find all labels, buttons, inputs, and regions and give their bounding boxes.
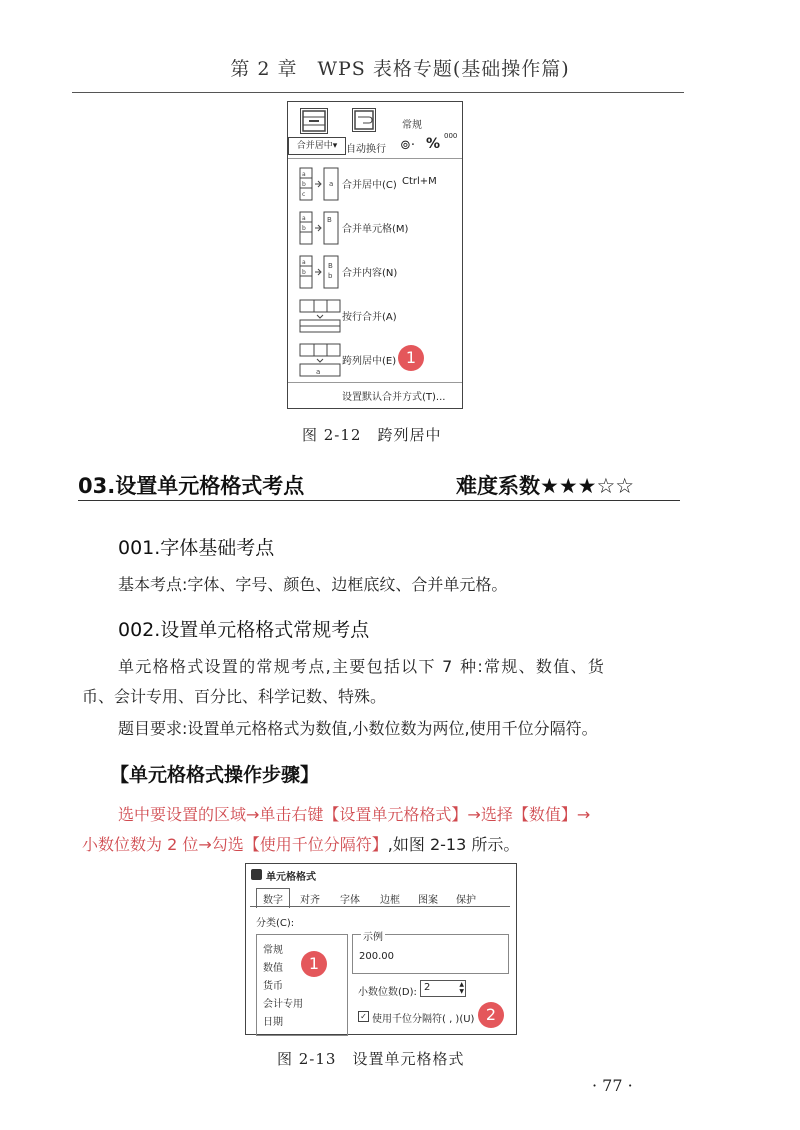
svg-text:a: a [302,259,306,266]
merge-center-icon[interactable] [300,108,328,134]
menu-item-merge-content[interactable] [288,252,462,292]
steps-line2-black: ,如图 2-13 所示。 [387,835,520,854]
number-format-label[interactable]: 常规 [402,120,422,131]
svg-text:B: B [328,262,333,270]
category-label: 分类(C): [256,918,295,929]
menu-item-label: 合并居中(C) [342,180,397,191]
steps-line2-red: 小数位数为 2 位→勾选【使用千位分隔符】 [82,835,388,854]
menu-item-shortcut: Ctrl+M [402,176,437,187]
page-number: · 77 · [592,1076,633,1095]
svg-text:B: B [327,216,332,224]
list-item[interactable]: 常规 [263,945,283,956]
sample-group [352,934,509,974]
decimal-stepper-icon[interactable]: ▲ ▼ [459,981,464,995]
list-item[interactable]: 数值 [263,963,283,974]
merge-center-button[interactable]: 合并居中▾ [288,137,346,155]
svg-text:b: b [302,225,306,232]
tab-protection[interactable]: 保护 [456,895,476,906]
sample-value: 200.00 [359,951,394,962]
menu-item-merge-cells[interactable] [288,208,462,248]
sample-label: 示例 [361,928,385,943]
sub2-body-line2: 币、会计专用、百分比、科学记数、特殊。 [82,687,387,706]
menu-item-merge-by-row[interactable] [288,296,462,336]
category-list[interactable] [256,934,348,1036]
svg-text:a: a [302,215,306,222]
list-item[interactable]: 货币 [263,981,283,992]
tab-baseline [250,906,510,907]
menu-item-label: 合并单元格(M) [342,224,409,235]
step-badge-1: 1 [301,951,327,977]
figure-2-12-caption: 图 2-12 跨列居中 [302,426,442,444]
difficulty-label: 难度系数 [456,474,540,498]
tab-alignment[interactable]: 对齐 [300,895,320,906]
list-item[interactable]: 日期 [263,1017,283,1028]
section-title: 03.设置单元格格式考点 [78,474,305,498]
subheading-002: 002.设置单元格格式常规考点 [118,619,370,641]
step-badge-1: 1 [398,345,424,371]
steps-line1: 选中要设置的区域→单击右键【设置单元格格式】→选择【数值】→ [118,805,591,824]
svg-text:a: a [302,171,306,178]
step-badge-2: 2 [478,1002,504,1028]
currency-icon[interactable]: ⊚· [400,138,416,153]
menu-item-label: 跨列居中(E) [342,356,397,367]
svg-text:a: a [329,180,334,188]
svg-text:b: b [302,269,306,276]
percent-button[interactable]: % [426,136,441,152]
subheading-001: 001.字体基础考点 [118,537,275,559]
merge-content-item-icon [298,254,342,290]
merge-center-item-icon [298,166,342,202]
figure-2-13-caption: 图 2-13 设置单元格格式 [277,1050,465,1068]
svg-text:b: b [328,272,333,280]
list-item[interactable]: 会计专用 [263,999,303,1010]
thousands-separator-checkbox[interactable]: ✓ [358,1011,369,1022]
tab-pattern[interactable]: 图案 [418,895,438,906]
steps-line2 [82,830,519,860]
menu-item-label: 合并内容(N) [342,268,398,279]
dialog-title: 单元格格式 [266,872,316,883]
sub2-body-line1: 单元格格式设置的常规考点,主要包括以下 7 种:常规、数值、货 [118,657,606,676]
merge-menu-figure [287,101,463,409]
wrap-text-button[interactable]: 自动换行 [346,144,386,155]
dialog-app-icon [251,869,262,880]
steps-heading: 【单元格格式操作步骤】 [110,764,320,786]
tab-font[interactable]: 字体 [340,895,360,906]
menu-item-label: 按行合并(A) [342,312,397,323]
svg-text:a: a [316,368,321,376]
menu-separator [288,382,462,383]
format-cells-dialog [245,863,517,1035]
merge-by-row-item-icon [298,298,342,334]
svg-text:b: b [302,181,306,188]
difficulty-stars: ★★★☆☆ [540,474,635,498]
menu-item-default-merge[interactable]: 设置默认合并方式(T)... [342,392,446,403]
center-across-item-icon [298,342,342,378]
sub2-body-requirement: 题目要求:设置单元格格式为数值,小数位数为两位,使用千位分隔符。 [118,719,598,738]
thousands-separator-label[interactable]: 使用千位分隔符( , )(U) [372,1014,475,1025]
merge-cells-item-icon [298,210,342,246]
thousands-button[interactable]: 000 [444,132,458,140]
wrap-text-icon[interactable] [352,108,376,132]
decimal-places-input[interactable] [420,980,466,997]
svg-text:c: c [302,191,306,198]
section-rule [78,500,680,501]
decimal-places-value: 2 [424,982,431,993]
menu-separator [288,158,462,159]
decimal-places-label: 小数位数(D): [358,987,417,998]
menu-item-center-across[interactable] [288,340,462,380]
merge-center-label: 合并居中 [296,141,333,151]
difficulty-rating [456,470,634,500]
header-rule [72,92,684,93]
menu-item-merge-center[interactable] [288,164,462,204]
tab-border[interactable]: 边框 [380,895,400,906]
tab-number[interactable]: 数字 [256,888,290,908]
sub1-body: 基本考点:字体、字号、颜色、边框底纹、合并单元格。 [118,575,508,594]
running-head: 第 2 章 WPS 表格专题(基础操作篇) [230,58,570,80]
